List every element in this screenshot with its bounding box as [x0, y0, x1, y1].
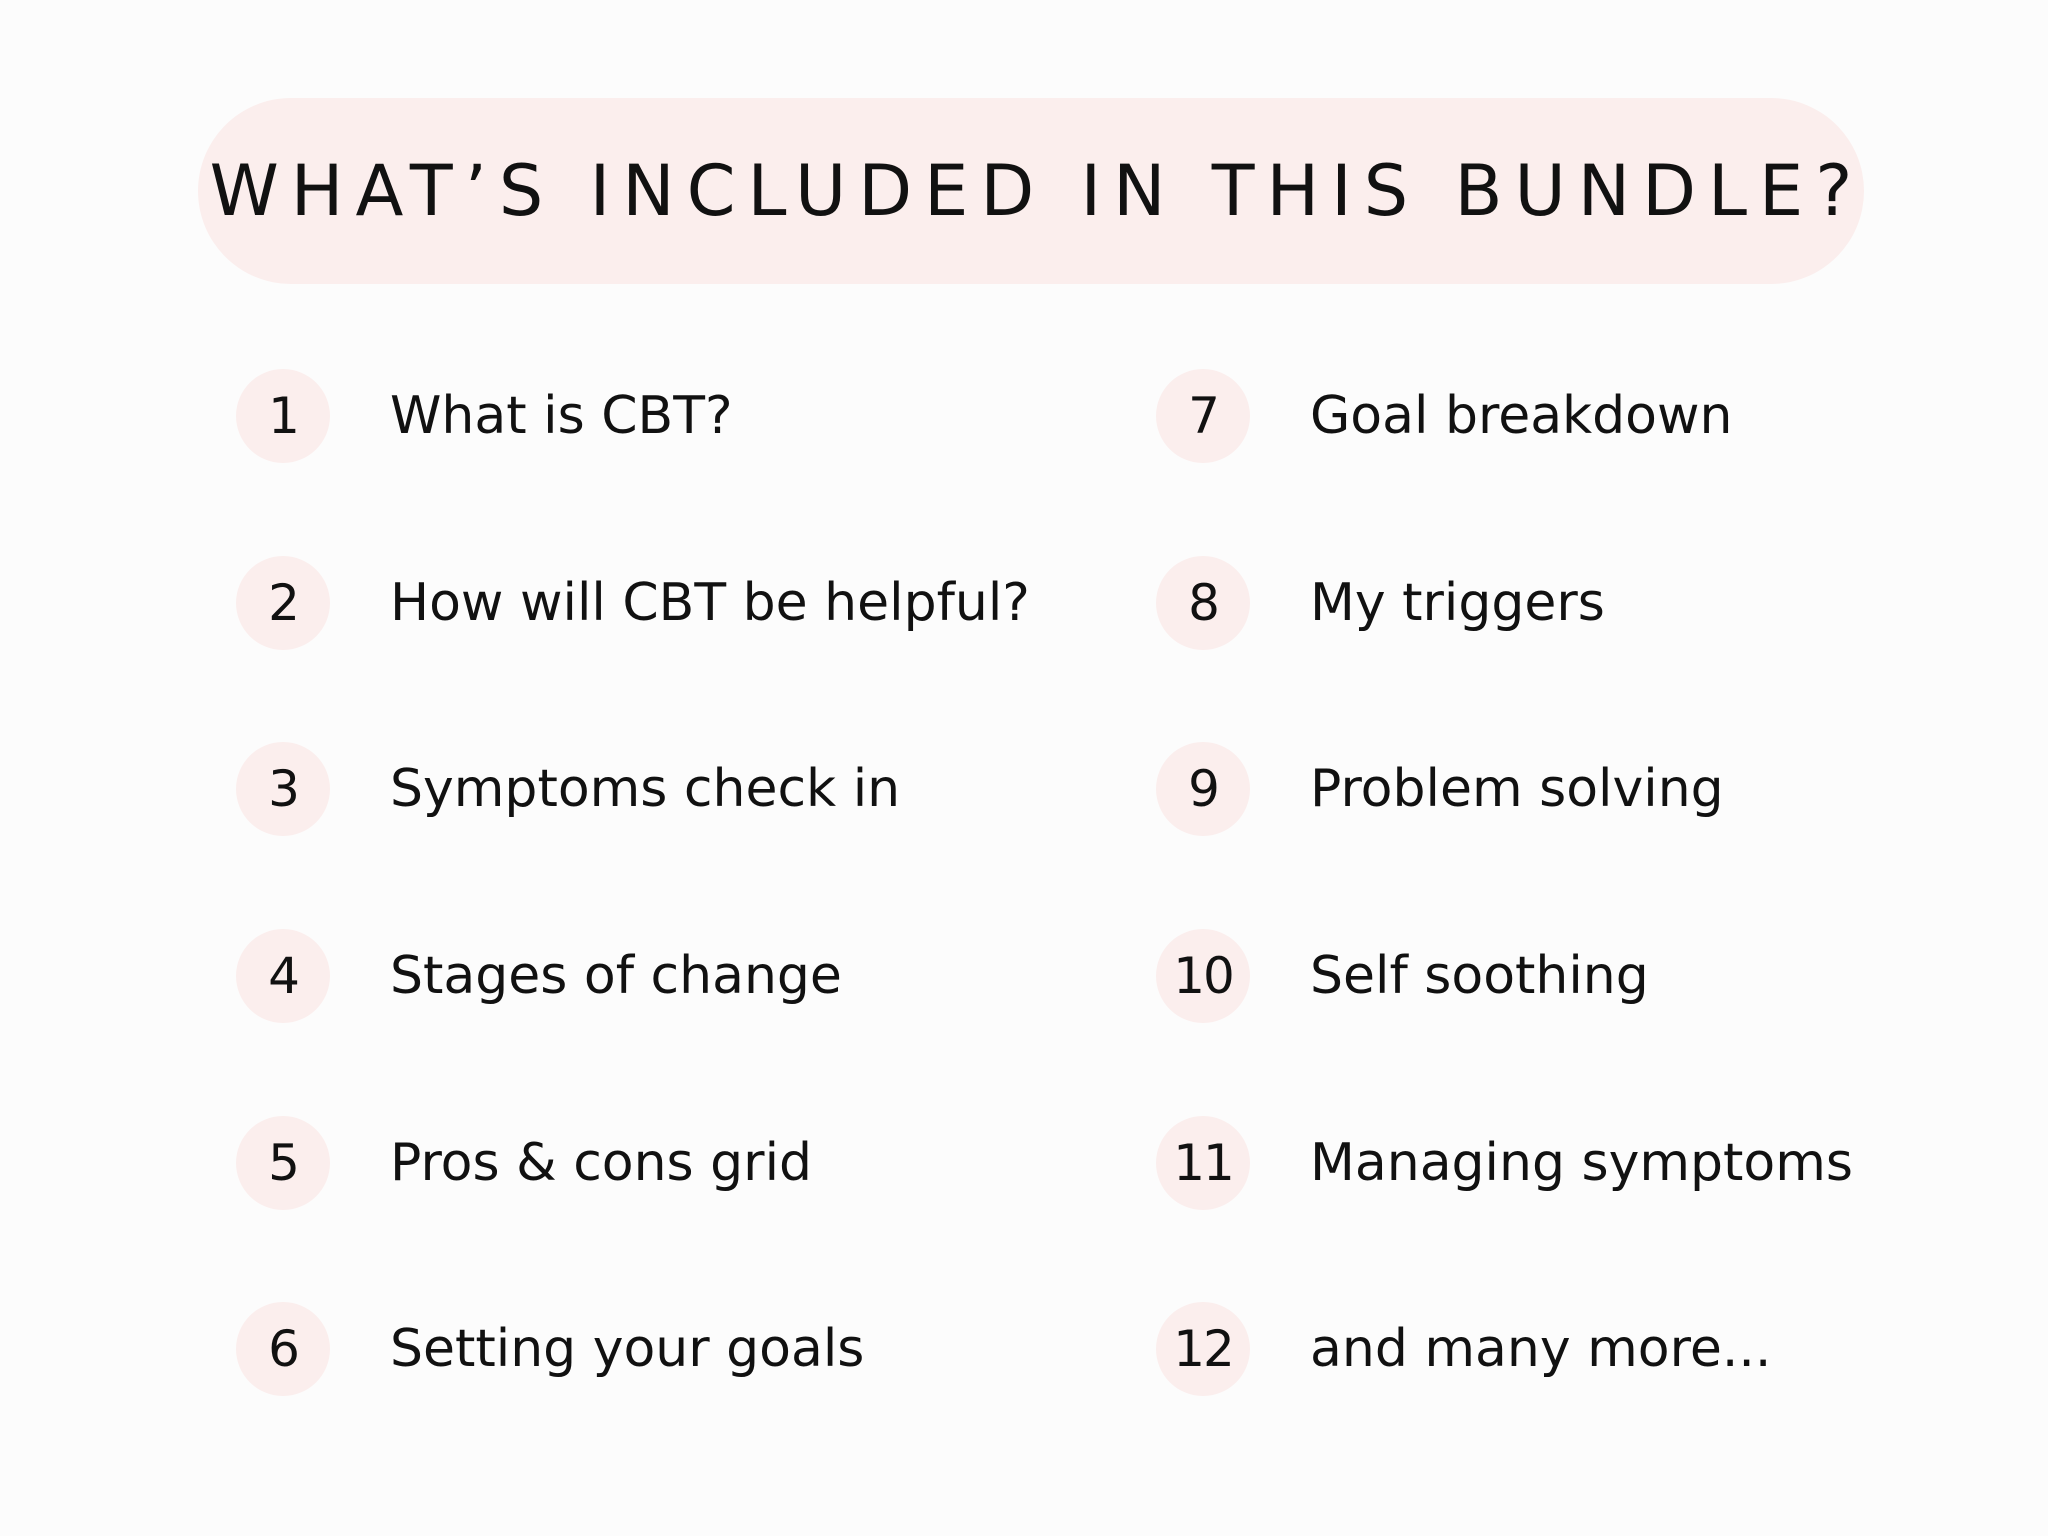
- item-number: 5: [268, 1134, 298, 1192]
- number-badge: [236, 369, 330, 463]
- list-item: [1156, 1301, 1771, 1397]
- number-badge: [236, 556, 330, 650]
- number-badge: [1156, 1302, 1250, 1396]
- item-number: 1: [268, 387, 298, 445]
- item-number: 3: [268, 760, 298, 818]
- number-badge: [1156, 369, 1250, 463]
- item-label: Problem solving: [1310, 759, 1724, 819]
- item-number: 8: [1188, 574, 1218, 632]
- number-badge: [236, 742, 330, 836]
- item-label: What is CBT?: [390, 386, 733, 446]
- item-number: 7: [1188, 387, 1218, 445]
- item-label: Pros & cons grid: [390, 1133, 813, 1193]
- item-label: Self soothing: [1310, 946, 1649, 1006]
- number-badge: [1156, 929, 1250, 1023]
- item-label: and many more...: [1310, 1319, 1772, 1379]
- list-item: [236, 928, 842, 1024]
- page-title: WHAT’S INCLUDED IN THIS BUNDLE?: [209, 150, 1865, 232]
- item-number: 11: [1173, 1134, 1233, 1192]
- list-item: [1156, 368, 1732, 464]
- list-item: [236, 1301, 864, 1397]
- item-label: My triggers: [1310, 573, 1605, 633]
- item-label: Goal breakdown: [1310, 386, 1733, 446]
- number-badge: [236, 929, 330, 1023]
- item-number: 9: [1188, 760, 1218, 818]
- number-badge: [1156, 742, 1250, 836]
- item-number: 10: [1173, 947, 1233, 1005]
- number-badge: [236, 1302, 330, 1396]
- list-item: [1156, 741, 1724, 837]
- list-item: [236, 555, 1030, 651]
- list-item: [236, 1115, 812, 1211]
- list-item: [1156, 1115, 1853, 1211]
- item-number: 6: [268, 1320, 298, 1378]
- list-item: [1156, 555, 1605, 651]
- item-label: How will CBT be helpful?: [390, 573, 1030, 633]
- item-label: Managing symptoms: [1310, 1133, 1853, 1193]
- list-item: [236, 741, 900, 837]
- item-label: Symptoms check in: [390, 759, 901, 819]
- number-badge: [1156, 556, 1250, 650]
- item-label: Setting your goals: [390, 1319, 865, 1379]
- item-label: Stages of change: [390, 946, 842, 1006]
- number-badge: [236, 1116, 330, 1210]
- item-number: 4: [268, 947, 298, 1005]
- number-badge: [1156, 1116, 1250, 1210]
- item-number: 2: [268, 574, 298, 632]
- item-number: 12: [1173, 1320, 1233, 1378]
- list-item: [236, 368, 733, 464]
- list-item: [1156, 928, 1649, 1024]
